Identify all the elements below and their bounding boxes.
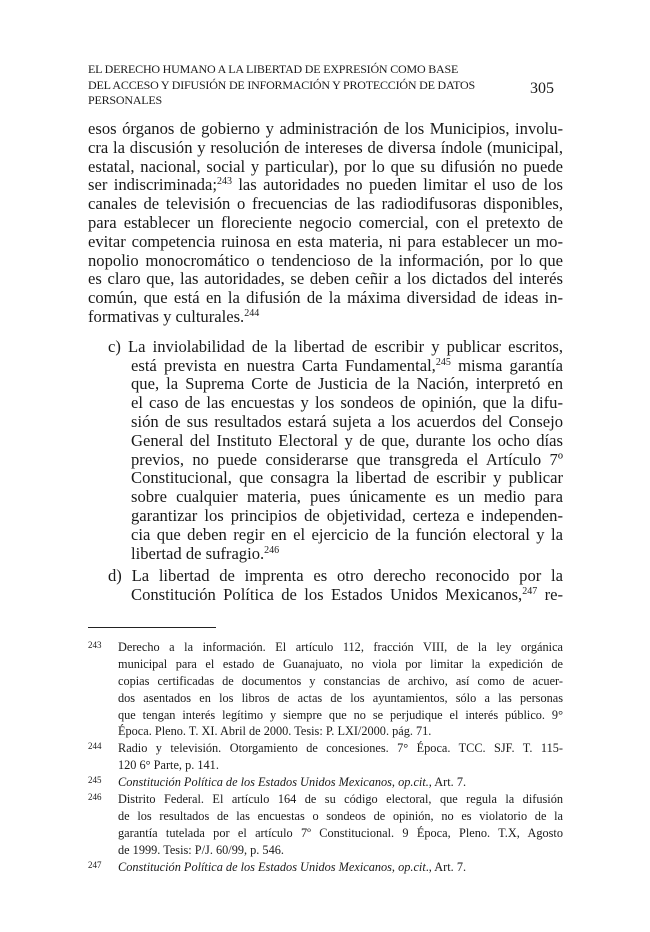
text-line: sobre cualquier materia, pues únicamente es un medio para	[131, 487, 563, 507]
text-line: General del Instituto Electoral y de que, durante los ocho días	[131, 430, 563, 450]
text-line: cia que deben regir en el ejercicio de la función electoral y la	[131, 524, 563, 544]
footnote-ref[interactable]: 246	[264, 544, 280, 556]
footnote-line: Constitución Política de los Estados Unidos Mexicanos, op.cit., Art. 7.	[118, 859, 467, 874]
footnote-line: Constitución Política de los Estados Unidos Mexicanos, op.cit., Art. 7.	[118, 775, 467, 790]
text-line: d) La libertad de imprenta es otro derecho reconocido por la	[108, 566, 563, 586]
running-title-line: DEL ACCESO Y DIFUSIÓN DE INFORMACIÓN Y PROTECCIÓN DE DATOS	[88, 77, 475, 92]
footnote	[88, 740, 563, 774]
text-line: Constitución Política de los Estados Unidos Mexicanos,$^{247}$ re-	[131, 585, 563, 605]
footnote-ref[interactable]: 247	[522, 586, 538, 598]
footnote	[88, 791, 563, 859]
footnote	[88, 859, 563, 876]
footnote-line: 120 6° Parte, p. 141.	[118, 758, 219, 773]
text-line: formativas y culturales.$^{244}$	[88, 306, 260, 326]
text-line: para establecer un floreciente negocio comercial, con el pretexto de	[88, 212, 563, 232]
footnote-line: Distrito Federal. El artículo 164 de su código electoral, que regula la difusión	[118, 792, 563, 807]
text-line: garantizar los principios de objetividad, certeza e independen-	[131, 505, 563, 525]
footnote-line: Radio y televisión. Otorgamiento de concesiones. 7° Época. TCC. SJF. T. 115-	[118, 741, 563, 756]
footnote-line: copias certificadas de documentos y constancias de archivo, así como de acuer-	[118, 673, 563, 688]
footnote-ref[interactable]: 244	[244, 307, 260, 319]
text-line: cra la discusión y resolución de intereses de diversa índole (municipal,	[88, 137, 563, 157]
text-line: canales de televisión o frecuencias de las radiodifusoras disponibles,	[88, 194, 563, 214]
footnote-line: que tengan interés legítimo y siempre que no se perjudique el interés público. 9°	[118, 707, 563, 722]
footnote-line: Derecho a la información. El artículo 112, fracción VIII, de la ley orgánica	[118, 640, 563, 654]
footnotes	[88, 639, 563, 875]
running-header	[88, 62, 508, 109]
body-text	[88, 120, 563, 605]
footnote-ref[interactable]: 243	[216, 176, 232, 188]
list-item	[88, 338, 563, 564]
text-line: previos, no puede considerarse que transgreda el Artículo 7º	[131, 449, 563, 469]
italic-title: Constitución Política de los Estados Unidos Mexicanos, op.cit.,	[118, 775, 432, 790]
text-line: común, que está en la difusión de la máxima diversidad de ideas in-	[88, 288, 563, 308]
running-title-line: EL DERECHO HUMANO A LA LIBERTAD DE EXPRESIÓN COMO BASE	[88, 62, 459, 76]
footnote	[88, 774, 563, 791]
footnote-number: 244	[88, 741, 102, 752]
italic-title: Constitución Política de los Estados Unidos Mexicanos, op.cit	[118, 859, 426, 874]
text-line: sión de sus resultados estará sujeta a los acuerdos del Consejo	[131, 411, 563, 431]
text-line: es claro que, las autoridades, se deben ceñir a los dictados del interés	[88, 269, 563, 289]
footnote-number: 246	[88, 792, 102, 803]
footnote-number: 247	[88, 859, 102, 870]
footnote-line: Época. Pleno. T. XI. Abril de 2000. Tesis: P. LXI/2000. pág. 71.	[118, 724, 432, 739]
text-line: ser indiscriminada;$^{243}$ las autoridades no pueden limitar el uso de los	[88, 175, 563, 195]
text-line: el caso de las encuestas y los sondeos de opinión, que la difu-	[131, 393, 563, 413]
footnote-separator	[88, 627, 216, 628]
page-number: 305	[530, 80, 554, 97]
footnote-line: de los resultados de las encuestas o sondeos de opinión, no es violatorio de la	[118, 808, 563, 823]
paragraph	[88, 120, 563, 327]
footnote-line: municipal para el estado de Guanajuato, no viola por limitar la expedición de	[118, 656, 563, 671]
footnote-line: garantía tutelada por el artículo 7º Constitucional. 9 Época, Pleno. T.X, Agosto	[118, 825, 563, 840]
footnote-number: 243	[88, 640, 102, 650]
running-title-line: PERSONALES	[88, 93, 163, 107]
list-item	[88, 567, 563, 605]
text-line: estatal, nacional, social y particular), por lo que su difusión no puede	[88, 156, 563, 176]
footnote-number: 245	[88, 775, 102, 786]
footnote-ref[interactable]: 245	[435, 356, 451, 368]
text-line: Constitucional, que consagra la libertad de escribir y publicar	[131, 468, 563, 488]
text-line: nopolio monocromático o tendencioso de la información, por lo que	[88, 250, 563, 270]
text-line: libertad de sufragio.$^{246}$	[131, 543, 280, 563]
text-line: esos órganos de gobierno y administración de los Municipios, involu-	[88, 119, 563, 138]
text-line: evitar competencia ruinosa en esta materia, ni para establecer un mo-	[88, 231, 563, 251]
footnote-line: de 1999. Tesis: P/J. 60/99, p. 546.	[118, 842, 284, 857]
text-line: que, la Suprema Corte de Justicia de la Nación, interpretó en	[131, 374, 563, 394]
footnote	[88, 639, 563, 740]
text-line: está prevista en nuestra Carta Fundamental,$^{245}$ misma garantía	[131, 355, 563, 375]
footnote-line: dos asentados en los libros de actas de los ayuntamientos, sólo a las personas	[118, 690, 563, 705]
text-line: c) La inviolabilidad de la libertad de escribir y publicar escritos,	[108, 336, 563, 356]
